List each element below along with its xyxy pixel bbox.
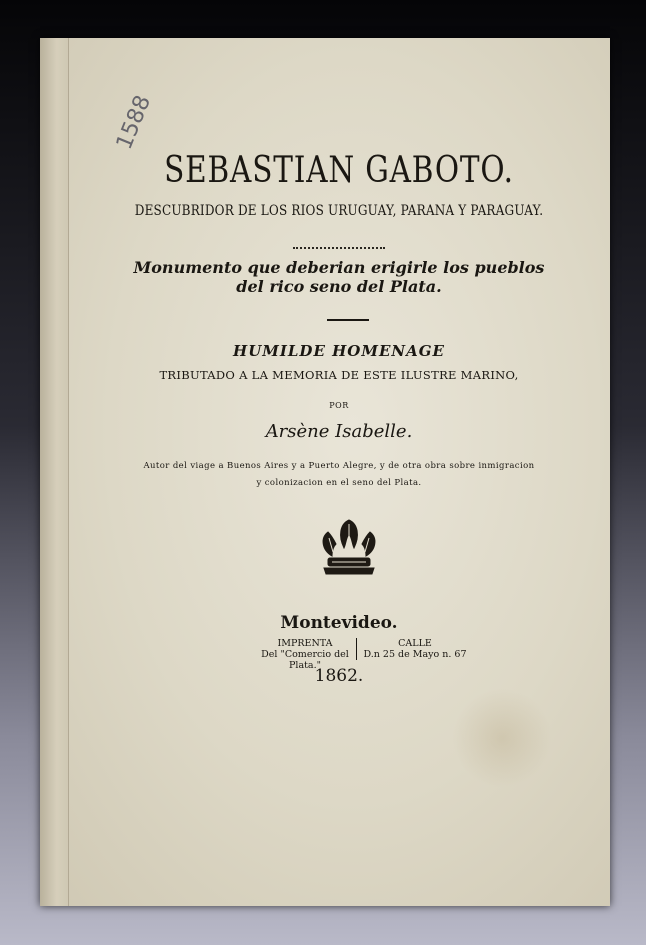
city-name: Montevideo. xyxy=(280,613,398,633)
monument-line-1: Monumento que deberian erigirle los pueblos xyxy=(133,258,545,277)
paper-stain xyxy=(452,688,552,788)
imprint-printer-label: IMPRENTA xyxy=(277,638,333,649)
author-description xyxy=(68,458,610,492)
divider-rule xyxy=(327,319,369,321)
book-spine xyxy=(40,38,69,906)
handwritten-number: 1588 xyxy=(111,91,157,154)
imprint-street xyxy=(360,638,470,660)
book-title: SEBASTIAN GABOTO. xyxy=(164,150,514,191)
author-desc-line-1: Autor del viage a Buenos Aires y a Puerto Alegre, y de otra obra sobre inmigracion xyxy=(143,461,535,471)
tributado-line: TRIBUTADO A LA MEMORIA DE ESTE ILUSTRE MARINO, xyxy=(159,368,519,382)
book-subtitle: DESCUBRIDOR DE LOS RIOS URUGUAY, PARANA Y PARAGUAY. xyxy=(134,203,544,219)
imprint-divider xyxy=(356,638,357,660)
imprint-block xyxy=(236,638,467,671)
title-page xyxy=(40,38,610,906)
monument-line-2: del rico seno del Plata. xyxy=(236,277,442,296)
imprint-street-address: D.n 25 de Mayo n. 67 xyxy=(363,649,467,660)
publication-year: 1862. xyxy=(314,666,364,686)
author-desc-line-2: y colonizacion en el seno del Plata. xyxy=(256,478,422,488)
author-name: Arsène Isabelle. xyxy=(265,421,413,442)
homenage-heading: HUMILDE HOMENAGE xyxy=(233,342,445,360)
plume-crown-icon xyxy=(316,514,382,580)
ornamental-rule xyxy=(68,234,610,253)
por-label: POR xyxy=(329,401,349,410)
monument-text xyxy=(68,258,610,296)
imprint-street-label: CALLE xyxy=(398,638,432,649)
imprint-printer-name: Del "Comercio del Plata." xyxy=(261,649,349,671)
